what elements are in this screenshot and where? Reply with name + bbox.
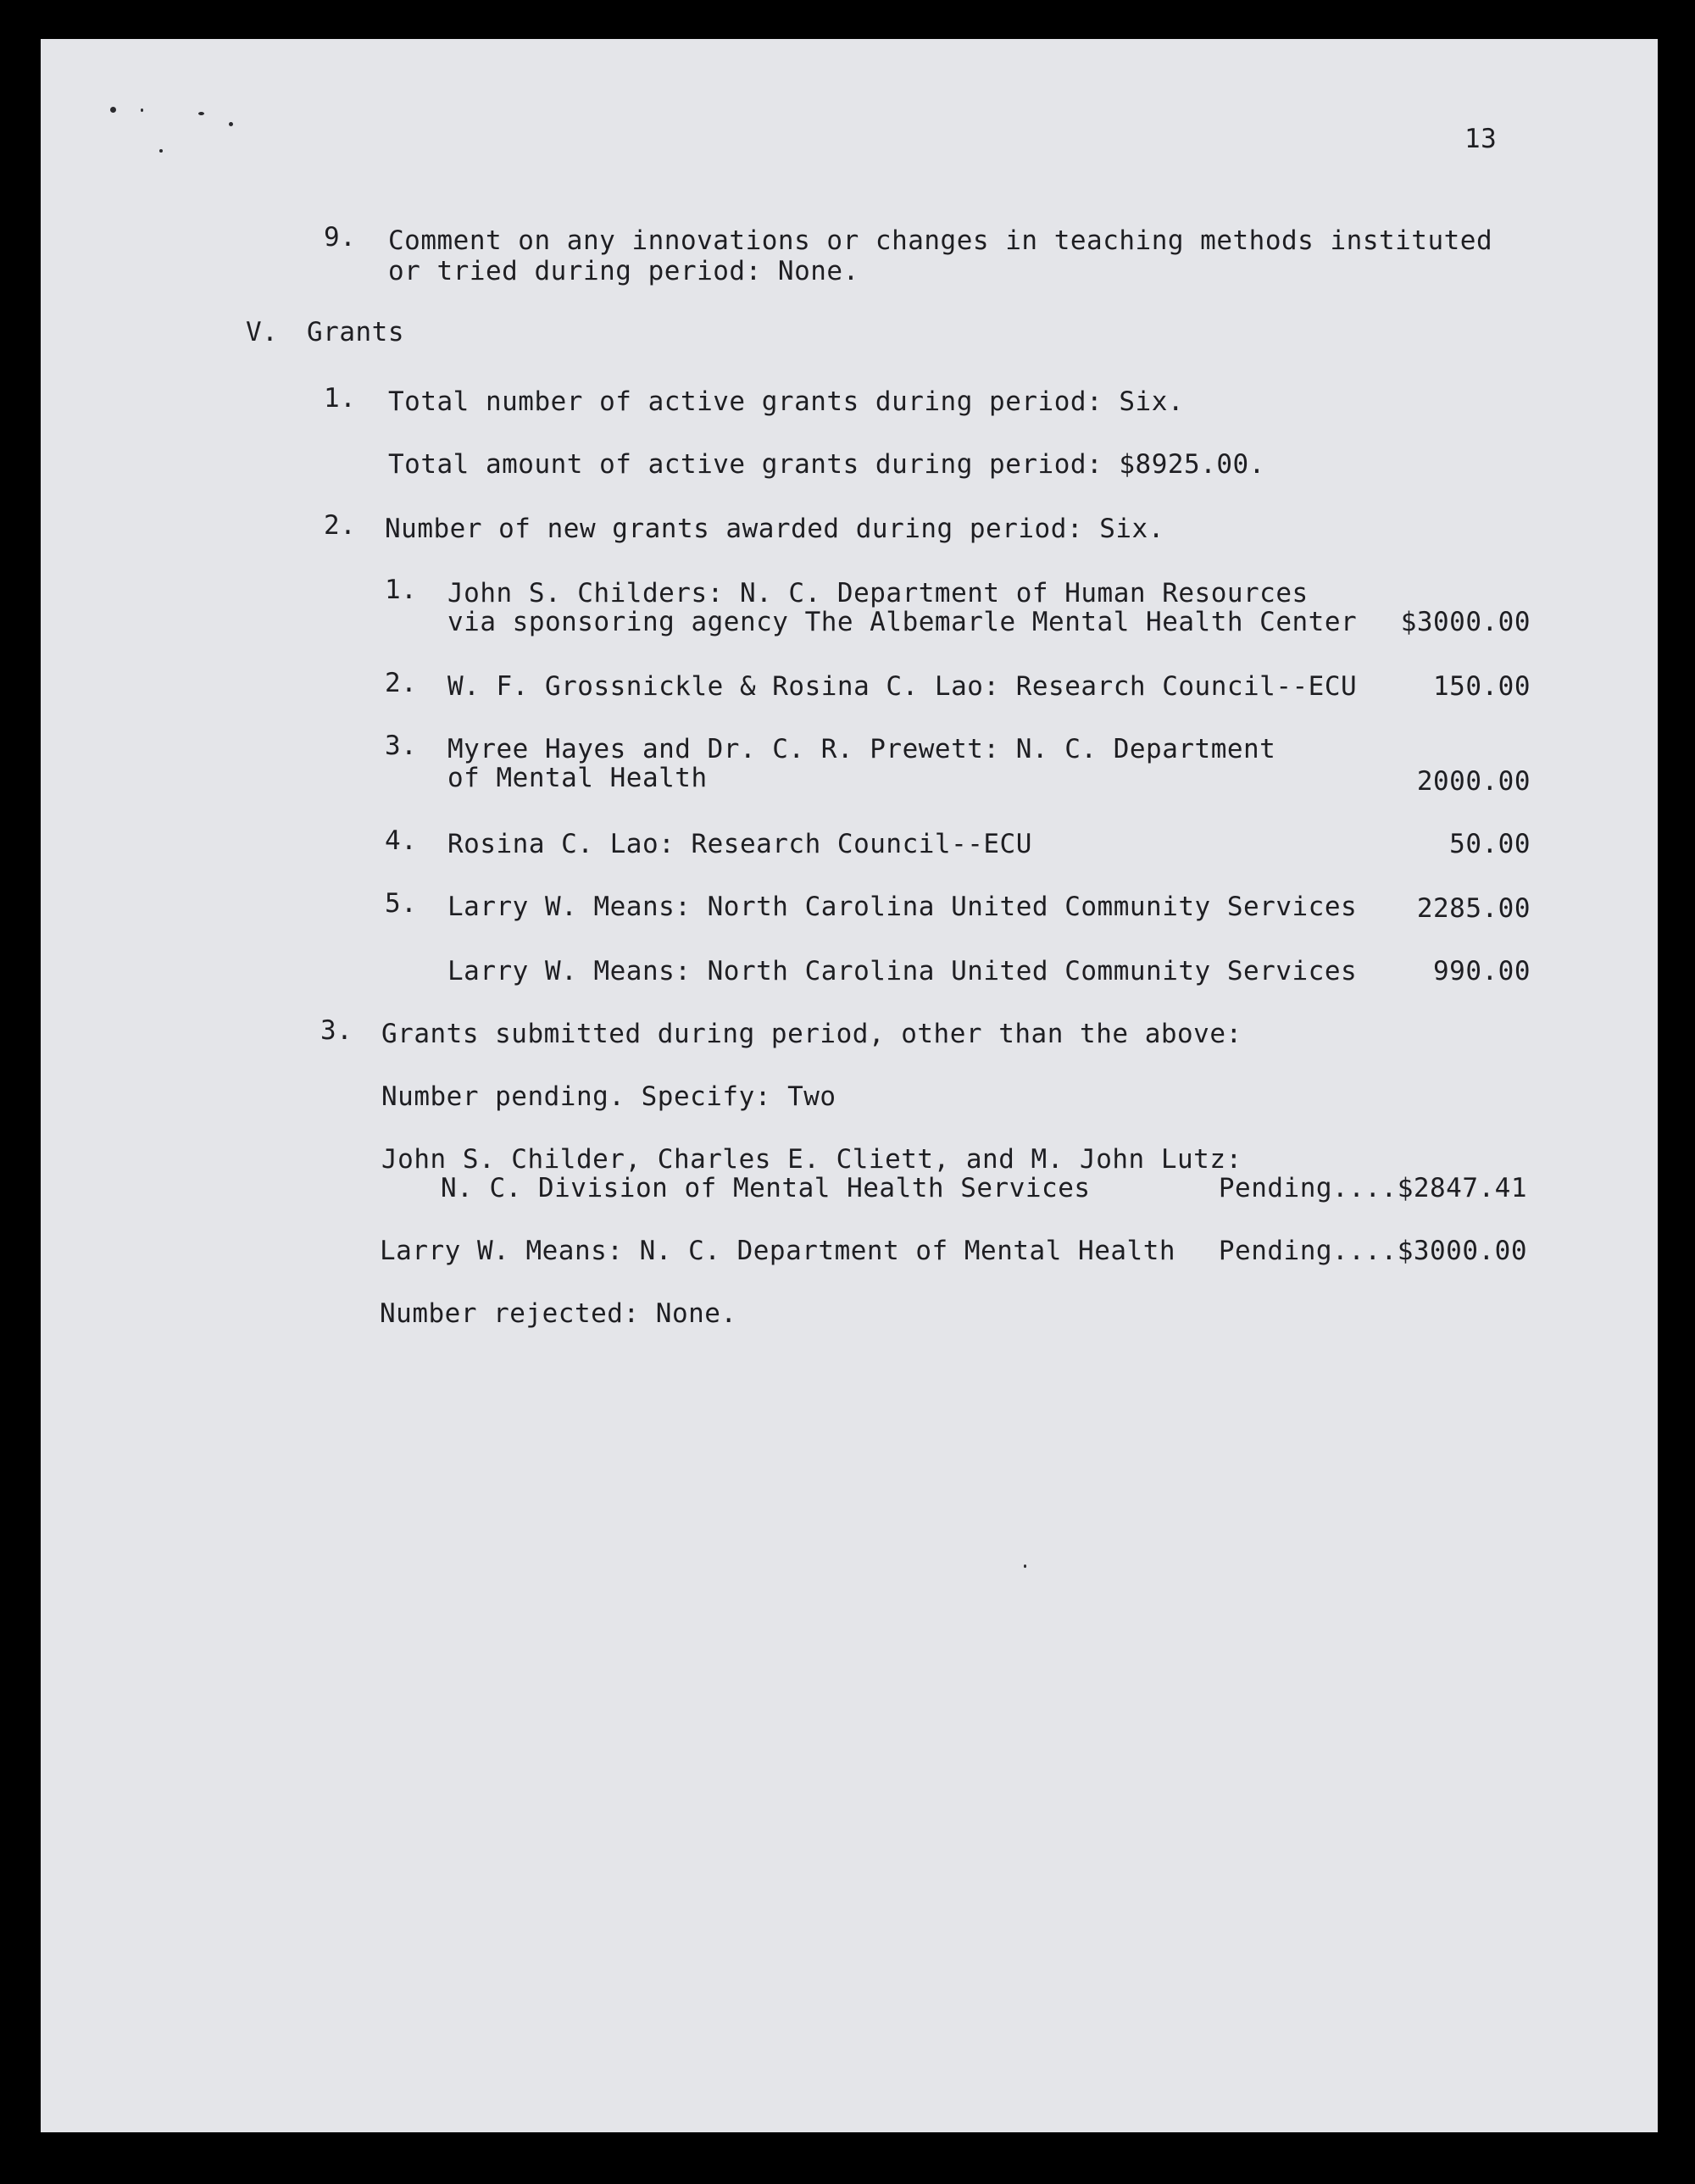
grant-line2: of Mental Health [447, 763, 708, 793]
scan-speck [159, 149, 163, 153]
grant-amount: 50.00 [1449, 829, 1531, 859]
grant-line1: Myree Hayes and Dr. C. R. Prewett: N. C. Department [447, 734, 1276, 764]
q1-number: 1. [324, 383, 357, 414]
grant-amount: 2285.00 [1416, 893, 1531, 924]
grant-number: 5. [385, 888, 418, 919]
grant-number: 3. [385, 731, 418, 761]
pending-grant-line1: John S. Childer, Charles E. Cliett, and M. John Lutz: [381, 1144, 1242, 1175]
q3-text: Grants submitted during period, other than the above: [381, 1019, 1242, 1049]
grant-line1: Larry W. Means: North Carolina United Community Services [447, 892, 1358, 922]
pending-grant-line1: Larry W. Means: N. C. Department of Mental Health [380, 1236, 1176, 1266]
pending-grant-line2: N. C. Division of Mental Health Services [441, 1173, 1091, 1203]
grant-number: 4. [385, 825, 418, 856]
grant-amount: 150.00 [1433, 671, 1531, 702]
scan-speck [198, 112, 204, 115]
grant-line1: W. F. Grossnickle & Rosina C. Lao: Research Council--ECU [447, 671, 1358, 702]
grant-amount: $3000.00 [1400, 607, 1531, 637]
grant-amount: 2000.00 [1416, 766, 1531, 797]
q2-number: 2. [324, 510, 357, 541]
grant-line1: John S. Childers: N. C. Department of Human Resources [447, 578, 1309, 609]
grant-number: 2. [385, 668, 418, 698]
grant-amount: 990.00 [1433, 956, 1531, 986]
grant-line2: via sponsoring agency The Albemarle Mental Health Center [447, 607, 1358, 637]
q1-count: Total number of active grants during period: Six. [388, 386, 1185, 417]
item-9-line2: or tried during period: None. [388, 256, 859, 286]
grant-line1: Rosina C. Lao: Research Council--ECU [447, 829, 1032, 859]
pending-grant-amount: Pending....$2847.41 [1218, 1173, 1527, 1203]
q3-rejected: Number rejected: None. [380, 1298, 737, 1329]
item-9-line1: Comment on any innovations or changes in teaching methods instituted [388, 225, 1493, 256]
section-v-number: V. [246, 317, 279, 347]
q1-amount: Total amount of active grants during period: $8925.00. [388, 449, 1265, 480]
section-v-title: Grants [307, 317, 404, 347]
grant-line1: Larry W. Means: North Carolina United Community Services [447, 956, 1358, 986]
scan-speck [1024, 1564, 1026, 1568]
q3-pending: Number pending. Specify: Two [381, 1081, 836, 1112]
scan-speck [141, 108, 143, 112]
document-page [41, 39, 1658, 2132]
scan-speck [229, 122, 233, 126]
q2-text: Number of new grants awarded during period: Six. [385, 514, 1164, 544]
grant-number: 1. [385, 575, 418, 605]
item-9-number: 9. [324, 222, 357, 253]
pending-grant-amount: Pending....$3000.00 [1218, 1236, 1527, 1266]
q3-number: 3. [320, 1015, 353, 1046]
page-number: 13 [1464, 124, 1498, 154]
scan-speck [110, 107, 116, 113]
